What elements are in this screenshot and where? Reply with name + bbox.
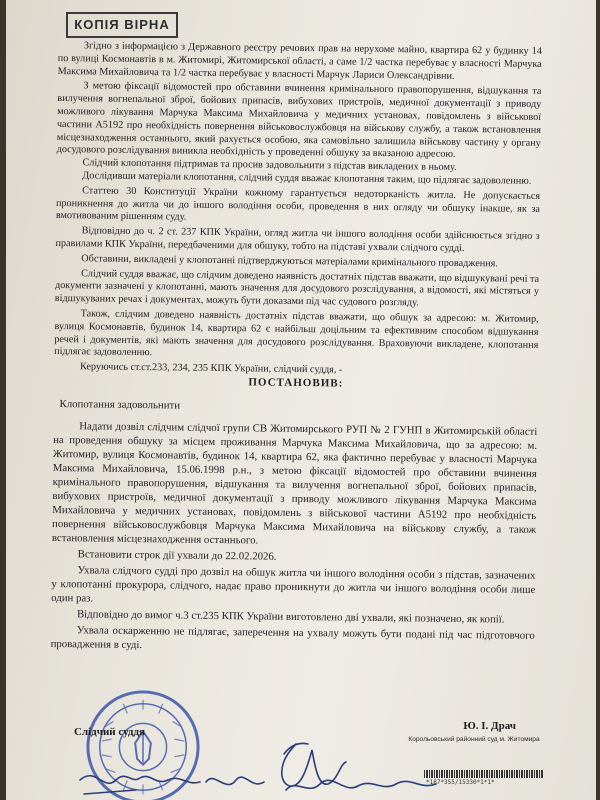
paragraph: Статтею 30 Конституції України кожному гарантується недоторканість житла. Не допускається проникнення до житла чи до іншого володіння особи, проведення в них огляду чи обшуку інакше, як за вмотивованим рішенням суду. xyxy=(55,185,541,223)
judge-name: Ю. І. Драч xyxy=(463,720,516,732)
paragraph: Відповідно до ч. 2 ст. 237 КПК України, огляд житла чи іншого володіння особи здійснюється згідно з правилами КПК України, передбаченими для обшуку, тобто на підставі ухвали слідчого судді. xyxy=(55,225,540,254)
paragraph: Ухвала слідчого судді про дозвіл на обшук житла чи іншого володіння особи з підстав, зазначених у клопотанні прокурора, слідчого, надає право проникнути до житла чи іншого володіння особи лише один раз. xyxy=(51,563,536,605)
resolution-section xyxy=(51,397,538,657)
judge-role: Слідчий суддя xyxy=(74,726,145,738)
barcode-image xyxy=(424,770,544,778)
resolution-heading: ПОСТАНОВИВ: xyxy=(248,376,344,390)
paragraph: Встановити строк дії ухвали до 22.02.2026. xyxy=(77,547,277,563)
paragraph: Ухвала оскарженню не підлягає, заперечення на ухвалу можуть бути подані під час підготовчого провадження в суді. xyxy=(50,623,535,651)
document-page xyxy=(6,0,596,800)
paragraph: Слідчий клопотання підтримав та просив задовольнити з підстав викладених в ньому. xyxy=(82,157,457,174)
paragraph: Керуючись ст.ст.233, 234, 235 КПК України, слідчий суддя, - xyxy=(79,361,343,376)
resolution-first-line: Клопотання задовольнити xyxy=(59,397,181,412)
barcode-number: *187*355/15330*1*1* xyxy=(426,779,495,786)
document-body xyxy=(51,40,542,657)
copy-stamp: КОПІЯ ВІРНА xyxy=(66,12,178,38)
paragraph: Слідчий суддя вважає, що слідчим доведено наявність достатніх підстав вважати, що відшукувані речі та документи зазначені у клопотанні, мають значення для досудового розслідування, а відомості, які містяться у відшукуваних речах і документах, можуть бути доказами під час судового розгляду. xyxy=(54,267,540,309)
paragraph: Відповідно до вимог ч.3 ст.235 КПК України виготовлено дві ухвали, які позначено, як копії. xyxy=(76,607,505,626)
paragraph: З метою фіксації відомостей про обставини вчинення кримінального правопорушення, відшукання та вилучення вогнепальної зброї, бойових припасів, вибухових пристроїв, медичної документації з приводу можливого лікування Марчука Максима Михайловича у медичних установах, повідомлень з військової частини А5192 про необхідність повернення військовослужбовця на військову службу, а також встановлення місцезнаходження останнього, який рахується особою, яка самовільно залишила військову частину у органу досудового розслідування виникла необхідність у проведенні обшуку за вказаною адресою. xyxy=(56,80,542,161)
paragraph: Також, слідчим доведено наявність достатніх підстав вважати, що обшук за адресою: м. Житомир, вулиця Космонавтів, будинок 14, квартира 62 є найбільш доцільним та ефективним способом відшукання речей і документів, які мають значення для досудового розслідування. Враховуючи викладене, клопотання підлягає задоволенню. xyxy=(54,308,539,359)
paragraph: Згідно з інформацією з Державного реєстру речових прав на нерухоме майно, квартира 62 у будинку 14 по вулиці Космонавтів в м. Житомирі, Житомирської області, а саме 1/2 частка перебуває у власності Марчука Максима Михайловича та 1/2 частка перебуває у власності Марчук Лариси Олександрівни. xyxy=(57,40,542,82)
paragraph: Дослідивши матеріали клопотання, слідчий суддя вважає клопотання таким, що підлягає задоволенню. xyxy=(82,170,532,187)
paragraph: Обставини, викладені у клопотанні підтверджуються матеріалами кримінального провадження. xyxy=(81,253,498,270)
court-name-note: Корольовський районний суд м. Житомира xyxy=(408,736,540,743)
paragraph: Надати дозвіл слідчим слідчої групи СВ Житомирського РУП № 2 ГУНП в Житомирській області на проведення обшуку за місцем проживання Марчука Максима Михайловича, що за адресою: м. Житомир, вулиця Космонавтів, будинок 14, квартира 62, яка фактично перебуває у власності Марчука Максима Михайловича, 15.06.1998 р.н., з метою фіксації відомостей про обставини вчинення кримінального правопорушення, відшукання та вилучення вогнепальної зброї, бойових припасів, вибухових пристроїв, медичної документації з приводу можливого лікування Марчука Максима Михайловича у медичних установах, повідомлень з військової частини А5192 про необхідність повернення військовослужбовця Марчука Максима Михайловича на військову службу, а також встановлення місцезнаходження останнього. xyxy=(51,420,538,547)
